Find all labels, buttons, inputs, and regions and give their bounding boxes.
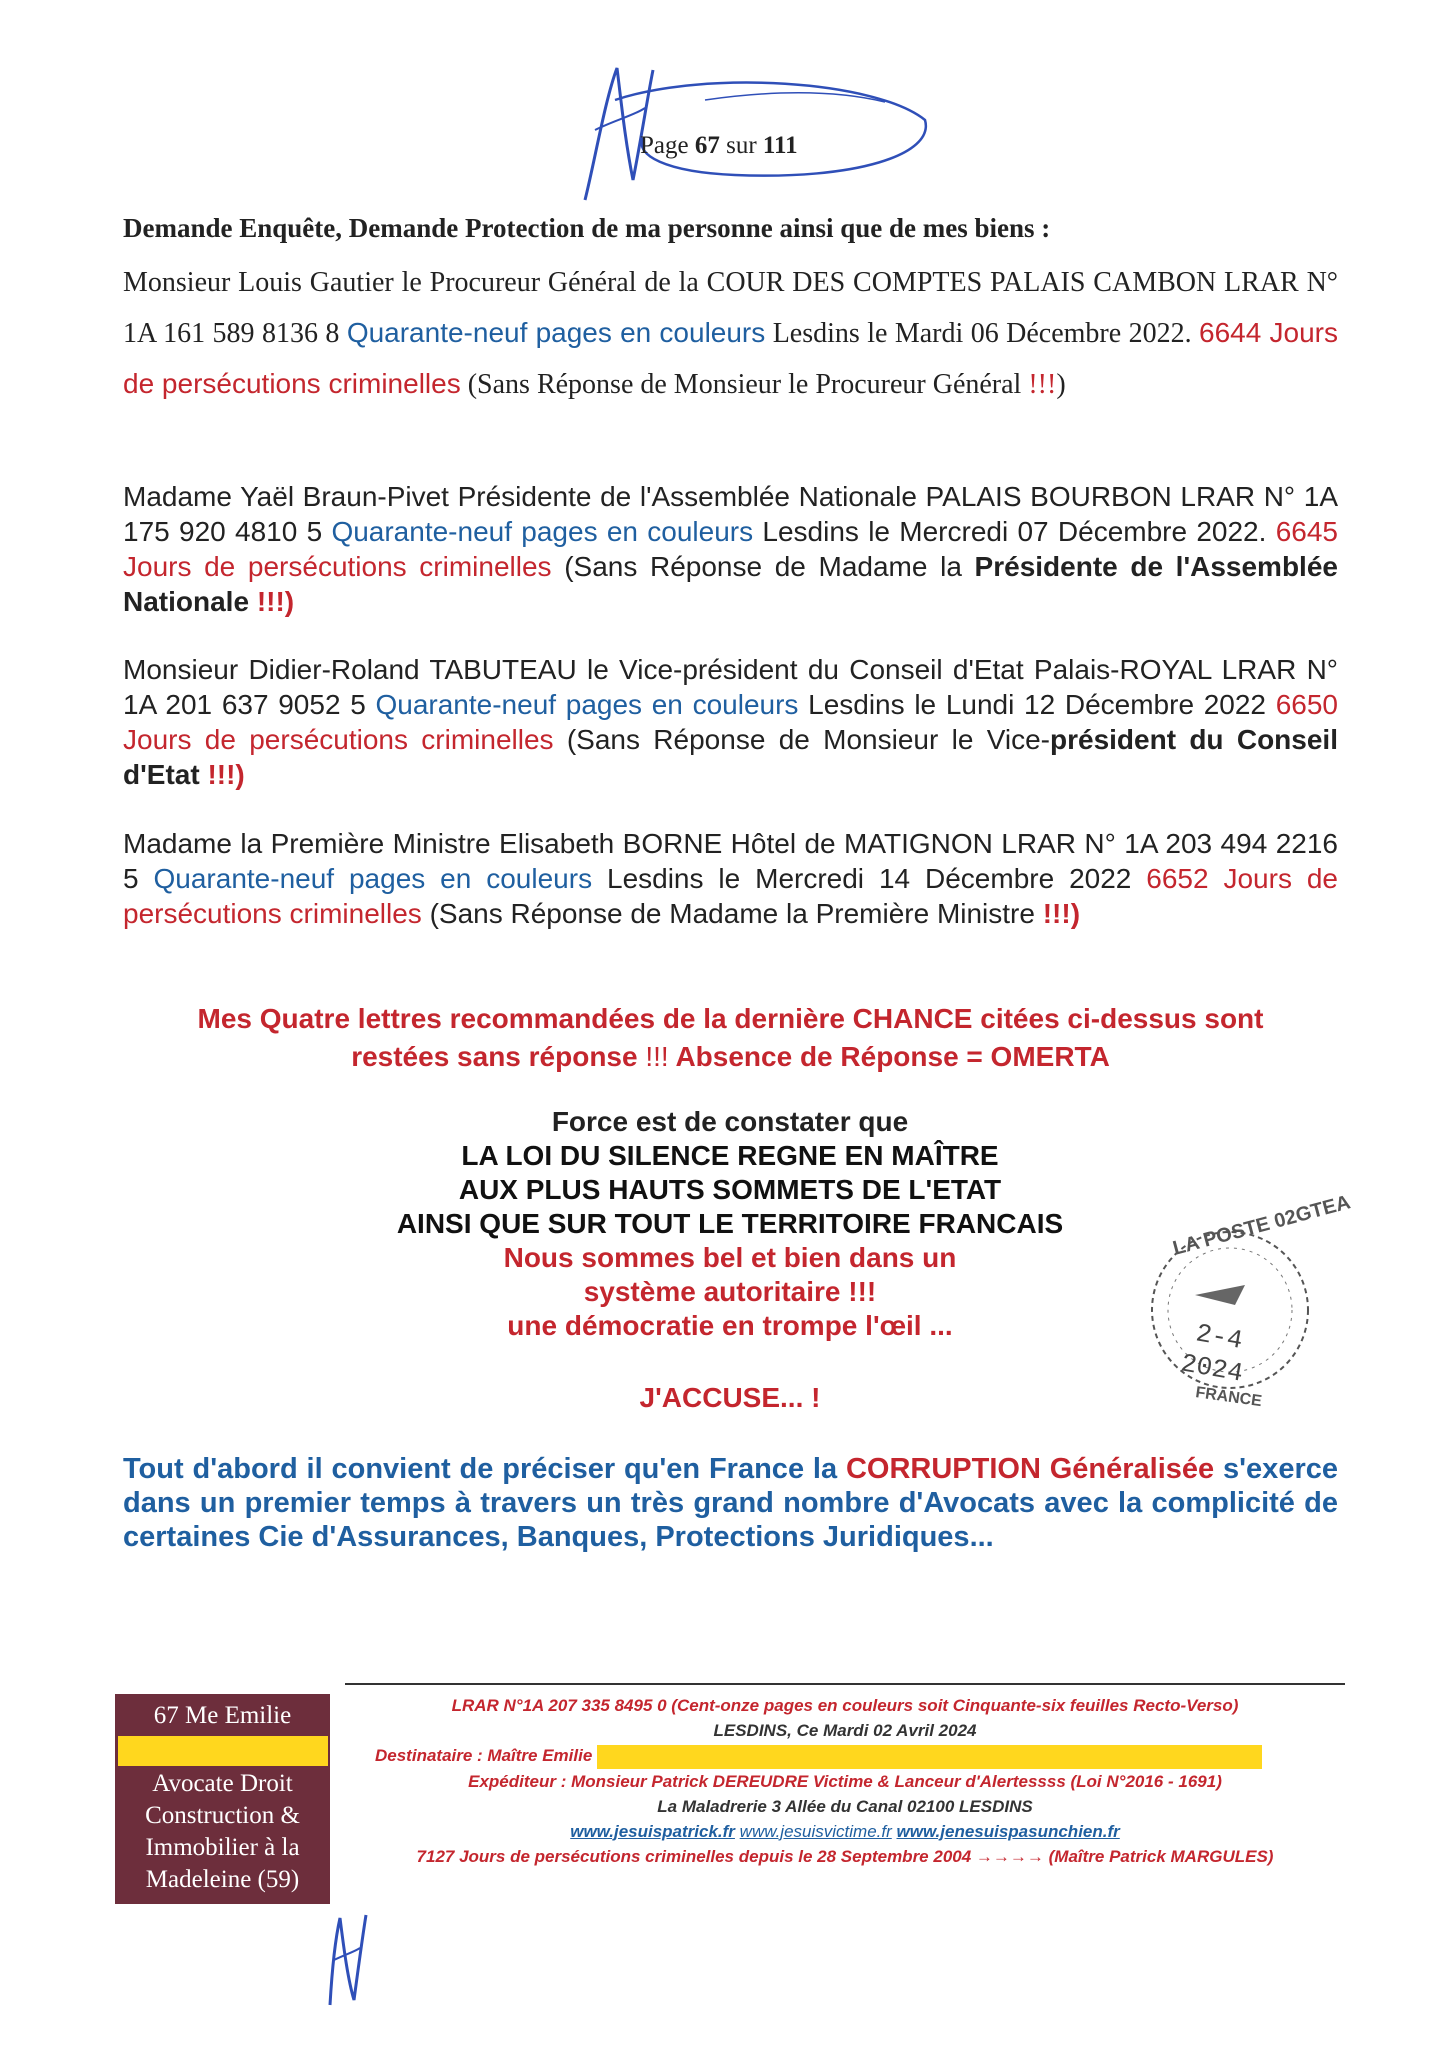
footer-days: 7127 Jours de persécutions criminelles depuis le 28 Septembre 2004 →→→→ (Maître Patrick MARGULES)	[416, 1846, 1274, 1866]
paragraph-premiere-ministre: Madame la Première Ministre Elisabeth BORNE Hôtel de MATIGNON LRAR N° 1A 203 494 2216 5 Quarante-neuf pages en couleurs Lesdins le Mercredi 14 Décembre 2022 6652 Jours de persécutions criminelles (Sans Réponse de Madame la Première Ministre !!!)	[123, 828, 1339, 929]
footer-links	[345, 1819, 1345, 1844]
paragraph-cour-des-comptes: Monsieur Louis Gautier le Procureur Général de la COUR DES COMPTES PALAIS CAMBON LRAR N° 1A 161 589 8136 8 Quarante-neuf pages en couleurs Lesdins le Mardi 06 Décembre 2022. 6644 Jours de persécutions criminelles (Sans Réponse de Monsieur le Procureur Général !!!)	[123, 267, 1338, 400]
stamp-top-text: LA POSTE 02GTEA	[1170, 1191, 1353, 1260]
footer-details	[345, 1693, 1345, 1869]
link-jesuispatrick[interactable]: www.jesuispatrick.fr	[570, 1821, 735, 1841]
link-jenesuispasunchien[interactable]: www.jenesuispasunchien.fr	[896, 1821, 1120, 1841]
postal-stamp	[1135, 1191, 1353, 1411]
paragraph-assemblee-nationale: Madame Yaël Braun-Pivet Présidente de l'Assemblée Nationale PALAIS BOURBON LRAR N° 1A 175 920 4810 5 Quarante-neuf pages en couleurs Lesdins le Mercredi 07 Décembre 2022. 6645 Jours de persécutions criminelles (Sans Réponse de Madame la Présidente de l'Assemblée Nationale !!!)	[123, 481, 1338, 617]
footer-destinataire: Destinataire : Maître Emilie	[345, 1743, 1345, 1769]
silence-statement: Force est de constater que LA LOI DU SILENCE REGNE EN MAÎTRE AUX PLUS HAUTS SOMMETS DE L'ETAT AINSI QUE SUR TOUT LE TERRITOIRE FRANCAIS Nous sommes bel et bien dans un système autoritaire !!! une démocratie en trompe l'œil ...	[396, 1106, 1064, 1341]
footer-divider	[345, 1683, 1345, 1685]
page-heading: Demande Enquête, Demande Protection de ma personne ainsi que de mes biens :	[123, 213, 1051, 243]
stamp-date-1: 2-4	[1193, 1318, 1245, 1357]
accuse-heading: J'ACCUSE... !	[639, 1382, 821, 1413]
redaction-highlight	[118, 1736, 328, 1766]
recipient-name: 67 Me Emilie	[153, 1702, 292, 1729]
recipient-box: 67 Me Emilie Avocate Droit Construction & Immobilier à la Madeleine (59)	[115, 1694, 330, 1904]
paragraph-corruption: Tout d'abord il convient de préciser qu'en France la CORRUPTION Généralisée s'exerce dans un premier temps à travers un très grand nombre d'Avocats avec la complicité de certaines Cie d'Assurances, Banques, Protections Juridiques...	[123, 1453, 1338, 1553]
omerta-statement: Mes Quatre lettres recommandées de la dernière CHANCE citées ci-dessus sont restées sans réponse !!! Absence de Réponse = OMERTA	[197, 1003, 1264, 1072]
stamp-bottom-text: FRANCE	[1194, 1384, 1263, 1411]
footer-expediteur: Expéditeur : Monsieur Patrick DEREUDRE Victime & Lanceur d'Alertessss (Loi N°2016 - 1691)	[468, 1771, 1222, 1791]
handwritten-initials	[320, 1910, 380, 2010]
page-number: Page 67 sur 111	[640, 132, 798, 159]
stamp-date-2: 2024	[1178, 1348, 1246, 1389]
paragraph-conseil-etat: Monsieur Didier-Roland TABUTEAU le Vice-président du Conseil d'Etat Palais-ROYAL LRAR N° 1A 201 637 9052 5 Quarante-neuf pages en couleurs Lesdins le Lundi 12 Décembre 2022 6650 Jours de persécutions criminelles (Sans Réponse de Monsieur le Vice-président du Conseil d'Etat !!!)	[123, 654, 1339, 790]
footer-address: La Maladrerie 3 Allée du Canal 02100 LESDINS	[657, 1796, 1033, 1816]
footer-date: LESDINS, Ce Mardi 02 Avril 2024	[713, 1721, 977, 1740]
footer-lrar: LRAR N°1A 207 335 8495 0 (Cent-onze pages en couleurs soit Cinquante-six feuilles Recto-Verso)	[451, 1696, 1239, 1715]
link-jesuisvictime[interactable]: www.jesuisvictime.fr	[739, 1821, 892, 1841]
redaction-highlight	[597, 1745, 1262, 1769]
